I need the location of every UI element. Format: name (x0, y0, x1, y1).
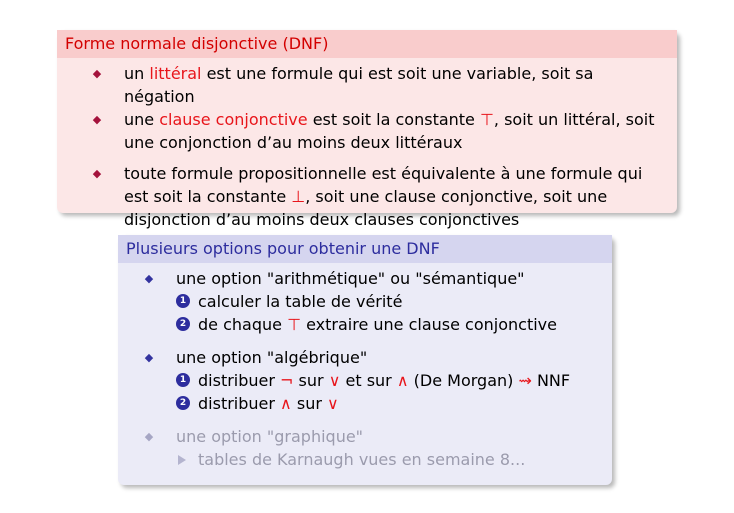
number-bullet-icon: 2 (176, 396, 190, 410)
option-label: une option "graphique" (176, 427, 364, 446)
and-symbol: ∧ (396, 371, 409, 390)
or-symbol: ∨ (328, 371, 341, 390)
option-label: une option "algébrique" (176, 348, 368, 367)
number-bullet-icon: 1 (176, 294, 190, 308)
list-item (140, 346, 602, 415)
leadsto-arrow-icon: ⇝ (518, 371, 532, 390)
list-item (140, 425, 602, 471)
option-label: une option "arithmétique" ou "sémantique" (176, 269, 525, 288)
triangle-bullet-icon (178, 455, 186, 465)
list-item: ◆ toute formule propositionnelle est équivalente à une formule qui est soit la constante ⊥, soit une clause conjonctive, soit une disjonction d’au moins deux clauses conjonctives (82, 162, 667, 231)
top-symbol: ⊤ (479, 110, 494, 129)
diamond-bullet-icon: ◆ (92, 67, 102, 80)
options-block (118, 235, 612, 485)
diamond-bullet-icon: ◆ (144, 430, 154, 443)
diamond-bullet-icon: ◆ (92, 167, 102, 180)
number-bullet-icon: 1 (176, 373, 190, 387)
top-symbol: ⊤ (287, 315, 301, 334)
and-symbol: ∧ (280, 394, 292, 413)
or-symbol: ∨ (327, 394, 339, 413)
list-item (140, 267, 602, 336)
step-item: 1 distribuer ¬ sur ∨ et sur ∧ (De Morgan) ⇝ NNF (176, 369, 602, 392)
dnf-block-title: Forme normale disjonctive (DNF) (57, 30, 677, 58)
not-symbol: ¬ (280, 371, 294, 390)
dnf-list (65, 62, 667, 231)
term-litteral: littéral (149, 64, 202, 83)
options-list (126, 267, 602, 471)
step-item: 2 de chaque ⊤ extraire une clause conjonctive (176, 313, 602, 336)
diamond-bullet-icon: ◆ (92, 113, 102, 126)
bottom-symbol: ⊥ (291, 187, 306, 206)
diamond-bullet-icon: ◆ (144, 272, 154, 285)
options-block-title: Plusieurs options pour obtenir une DNF (118, 235, 612, 263)
step-item: tables de Karnaugh vues en semaine 8... (176, 448, 602, 471)
term-clause-conjonctive: clause conjonctive (159, 110, 308, 129)
step-item: 1 calculer la table de vérité (176, 290, 602, 313)
diamond-bullet-icon: ◆ (144, 351, 154, 364)
dnf-block (57, 30, 677, 229)
number-bullet-icon: 2 (176, 317, 190, 331)
list-item: ◆ une clause conjonctive est soit la constante ⊤, soit un littéral, soit une conjonction d’au moins deux littéraux (82, 108, 667, 154)
step-item: 2 distribuer ∧ sur ∨ (176, 392, 602, 415)
list-item: ◆ un littéral est une formule qui est soit une variable, soit sa négation (82, 62, 667, 108)
